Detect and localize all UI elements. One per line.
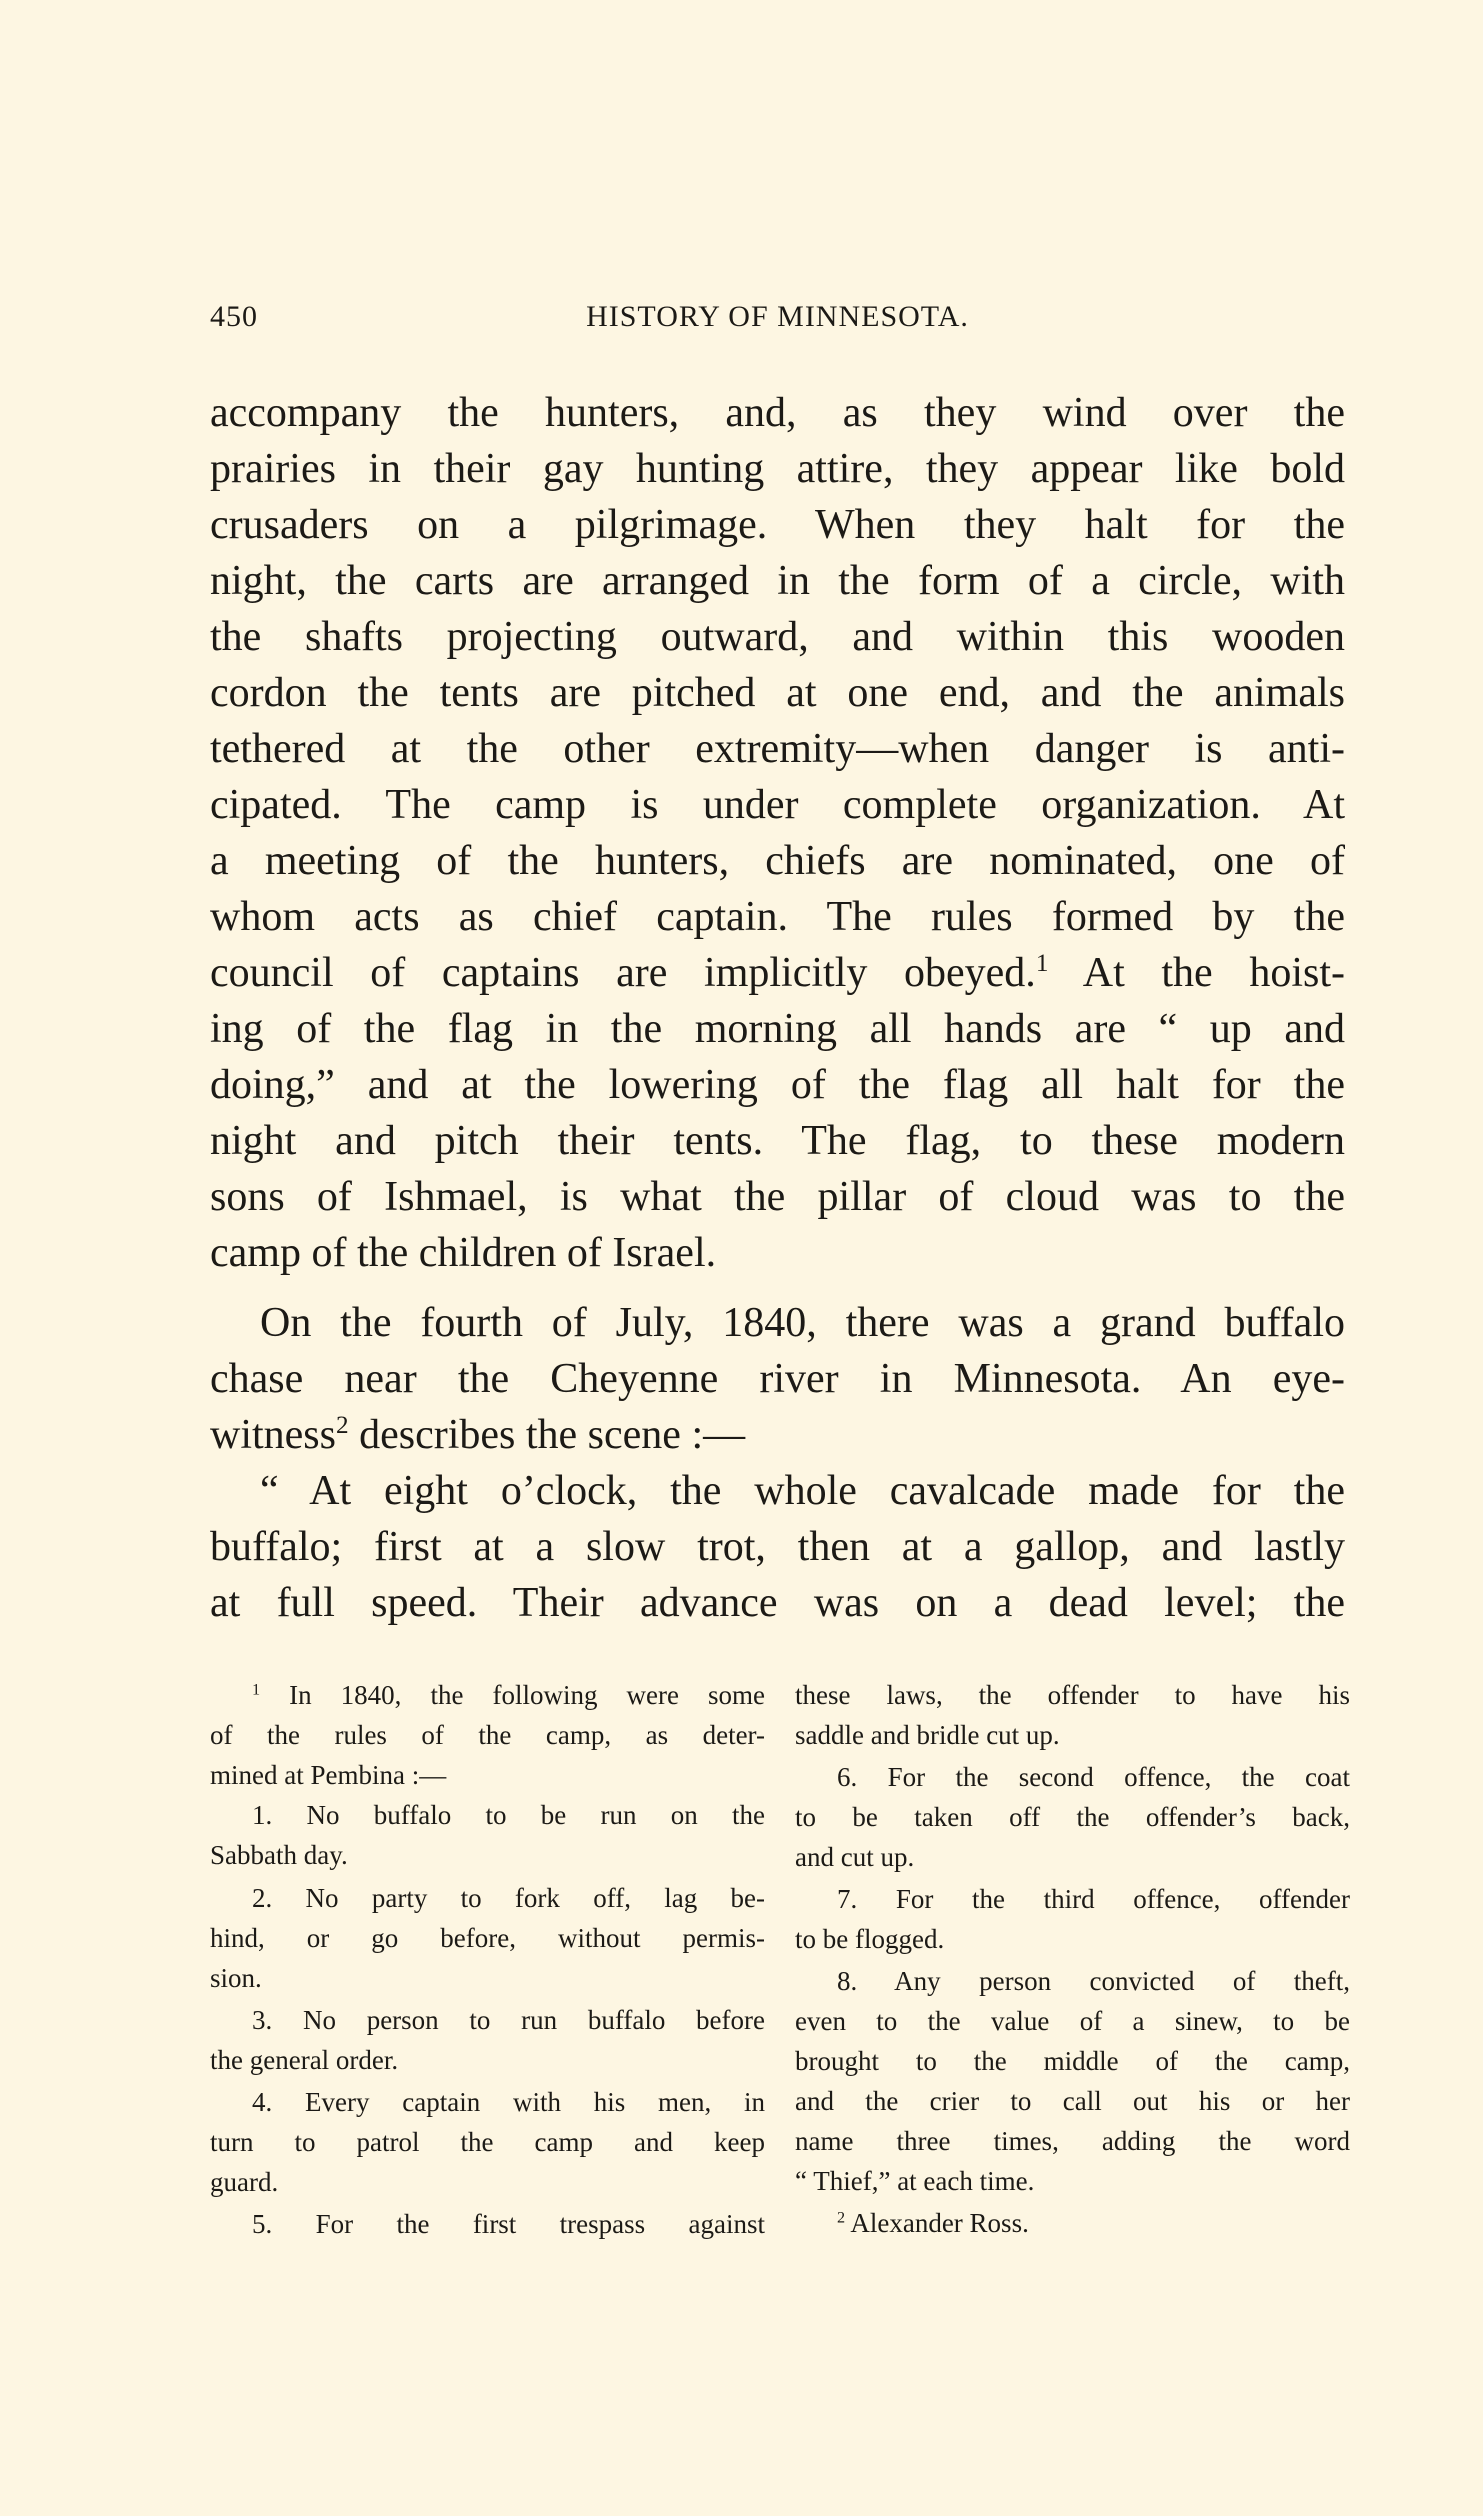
body-line: crusaders on a pilgrimage. When they halt for the	[210, 502, 1345, 548]
body-line: at full speed. Their advance was on a dead level; the	[210, 1580, 1345, 1626]
footnote-line: mined at Pembina :—	[210, 1760, 447, 1790]
footnote-line: of the rules of the camp, as deter-	[210, 1720, 765, 1750]
running-head	[210, 300, 1345, 344]
running-title: HISTORY OF MINNESOTA.	[586, 300, 969, 333]
body-line: a meeting of the hunters, chiefs are nominated, one of	[210, 838, 1345, 884]
body-line: the shafts projecting outward, and within this wooden	[210, 614, 1345, 660]
body-line: cordon the tents are pitched at one end, and the animals	[210, 670, 1345, 716]
footnote-line: the general order.	[210, 2045, 399, 2075]
footnote-line: to be taken off the offender’s back,	[795, 1802, 1350, 1832]
footnote-ref: 2	[336, 1411, 349, 1439]
footnote-line: to be flogged.	[795, 1924, 945, 1954]
footnote-line: 8. Any person convicted of theft,	[837, 1966, 1350, 1996]
footnote-line: hind, or go before, without permis-	[210, 1923, 765, 1953]
body-line: accompany the hunters, and, as they wind over the	[210, 390, 1345, 436]
body-line: ing of the flag in the morning all hands are “ up and	[210, 1006, 1345, 1052]
footnote-line: saddle and bridle cut up.	[795, 1720, 1060, 1750]
body-line: sons of Ishmael, is what the pillar of cloud was to the	[210, 1174, 1345, 1220]
body-line: night, the carts are arranged in the form of a circle, with	[210, 558, 1345, 604]
footnote-line: 3. No person to run buffalo before	[252, 2005, 765, 2035]
body-line: cipated. The camp is under complete organization. At	[210, 782, 1345, 828]
footnote-line: 7. For the third offence, offender	[837, 1884, 1350, 1914]
body-line: On the fourth of July, 1840, there was a grand buffalo	[260, 1300, 1345, 1346]
body-line	[210, 945, 1345, 1001]
footnote-line: 5. For the first trespass against	[252, 2209, 765, 2239]
footnote-line: guard.	[210, 2167, 279, 2197]
footnote-line: 1. No buffalo to be run on the	[252, 1800, 765, 1830]
body-text: council of captains are implicitly obeyed.	[210, 950, 1036, 996]
page-number: 450	[210, 300, 258, 333]
footnote-line	[210, 1675, 765, 1715]
body-line: buffalo; first at a slow trot, then at a gallop, and lastly	[210, 1524, 1345, 1570]
body-text: At the hoist-	[1048, 950, 1345, 996]
body-line: tethered at the other extremity—when danger is anti-	[210, 726, 1345, 772]
footnote-line: “ Thief,” at each time.	[795, 2166, 1035, 2196]
body-line: prairies in their gay hunting attire, they appear like bold	[210, 446, 1345, 492]
footnote-line: turn to patrol the camp and keep	[210, 2127, 765, 2157]
footnote-ref: 1	[1035, 949, 1049, 977]
footnote-line: and cut up.	[795, 1842, 915, 1872]
footnote-line: 2. No party to fork off, lag be-	[252, 1883, 765, 1913]
footnote-text: In 1840, the following were some	[260, 1680, 765, 1710]
footnote-mark: 1	[252, 1680, 261, 1699]
footnote-line	[795, 2203, 1350, 2243]
footnote-line: brought to the middle of the camp,	[795, 2046, 1350, 2076]
body-line: chase near the Cheyenne river in Minnesota. An eye-	[210, 1356, 1345, 1402]
footnote-line: and the crier to call out his or her	[795, 2086, 1350, 2116]
body-text: witness	[210, 1412, 336, 1458]
footnote-line: even to the value of a sinew, to be	[795, 2006, 1350, 2036]
footnote-line: these laws, the offender to have his	[795, 1680, 1350, 1710]
footnote-line: name three times, adding the word	[795, 2126, 1350, 2156]
footnote-line: 6. For the second offence, the coat	[837, 1762, 1350, 1792]
body-line: camp of the children of Israel.	[210, 1230, 717, 1276]
footnote-line: Sabbath day.	[210, 1840, 348, 1870]
body-line: whom acts as chief captain. The rules formed by the	[210, 894, 1345, 940]
body-line: “ At eight o’clock, the whole cavalcade made for the	[260, 1468, 1345, 1514]
body-text: describes the scene :—	[348, 1412, 746, 1458]
footnote-line: 4. Every captain with his men, in	[252, 2087, 765, 2117]
footnote-mark: 2	[837, 2208, 846, 2227]
footnote-text: Alexander Ross.	[845, 2208, 1029, 2238]
body-line	[210, 1407, 1345, 1463]
body-line: night and pitch their tents. The flag, to these modern	[210, 1118, 1345, 1164]
footnote-line: sion.	[210, 1963, 262, 1993]
body-line: doing,” and at the lowering of the flag all halt for the	[210, 1062, 1345, 1108]
